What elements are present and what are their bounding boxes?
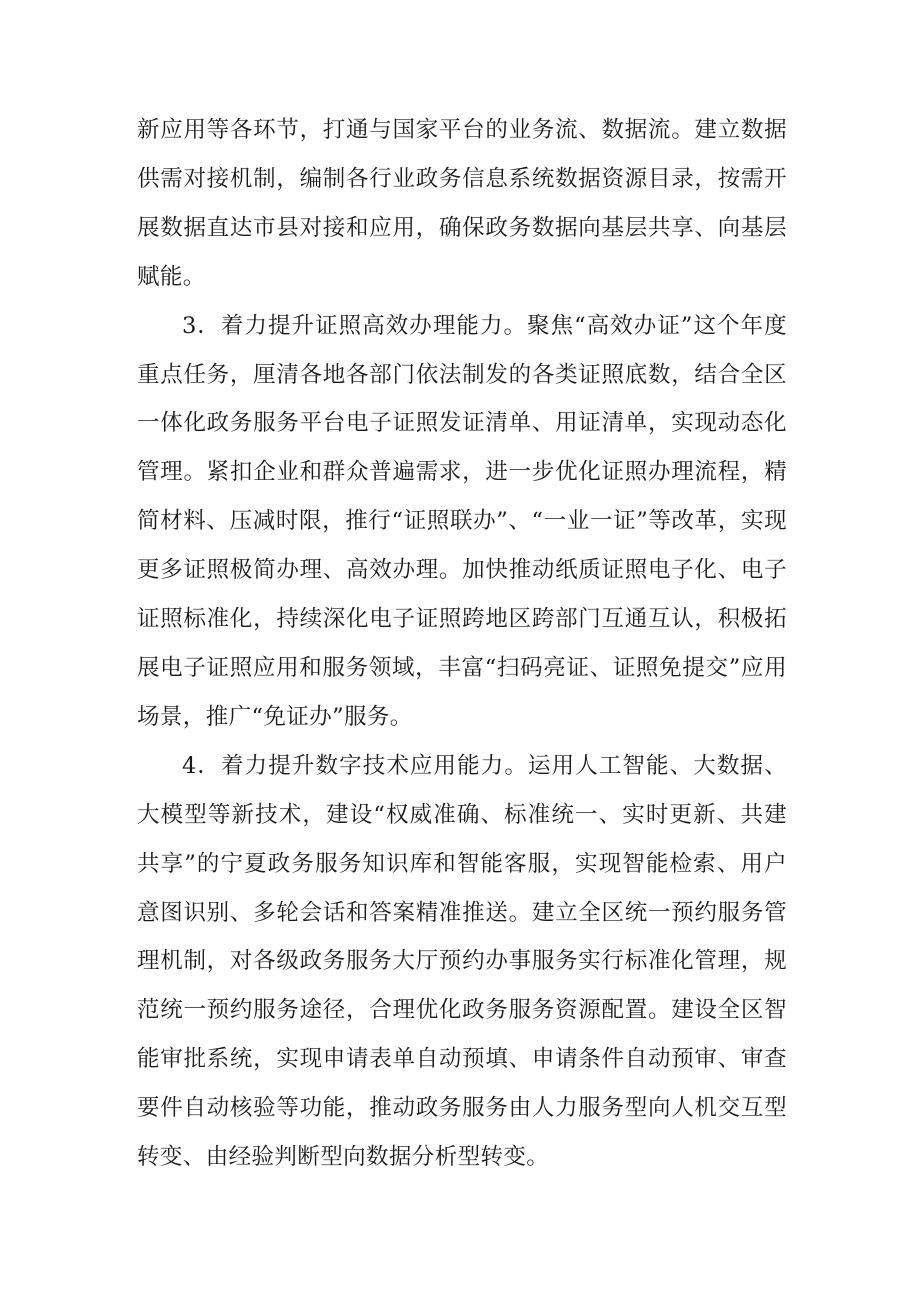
paragraph-digital-technology: 4．着力提升数字技术应用能力。运用人工智能、大数据、大模型等新技术，建设“权威准确、标准统一、实时更新、共建共享”的宁夏政务服务知识库和智能客服，实现智能检索、用户意图识别、多轮会话和答案精准推送。建立全区统一预约服务管理机制，对各级政务服务大厅预约办事服务实行标准化管理，规范统一预约服务途径，合理优化政务服务资源配置。建设全区智能审批系统，实现申请表单自动预填、申请条件自动预审、审查要件自动核验等功能，推动政务服务由人力服务型向人机交互型转变、由经验判断型向数据分析型转变。: [137, 752, 787, 1171]
document-body: [137, 106, 787, 1182]
paragraph-data-sharing: 新应用等各环节，打通与国家平台的业务流、数据流。建立数据供需对接机制，编制各行业政务信息系统数据资源目录，按需开展数据直达市县对接和应用，确保政务数据向基层共享、向基层赋能。: [137, 117, 787, 290]
paragraph-certificate-handling: 3．着力提升证照高效办理能力。聚焦“高效办证”这个年度重点任务，厘清各地各部门依法制发的各类证照底数，结合全区一体化政务服务平台电子证照发证清单、用证清单，实现动态化管理。紧扣企业和群众普遍需求，进一步优化证照办理流程，精简材料、压减时限，推行“证照联办”、“一业一证”等改革，实现更多证照极简办理、高效办理。加快推动纸质证照电子化、电子证照标准化，持续深化电子证照跨地区跨部门互通互认，积极拓展电子证照应用和服务领域，丰富“扫码亮证、证照免提交”应用场景，推广“免证办”服务。: [137, 312, 787, 730]
